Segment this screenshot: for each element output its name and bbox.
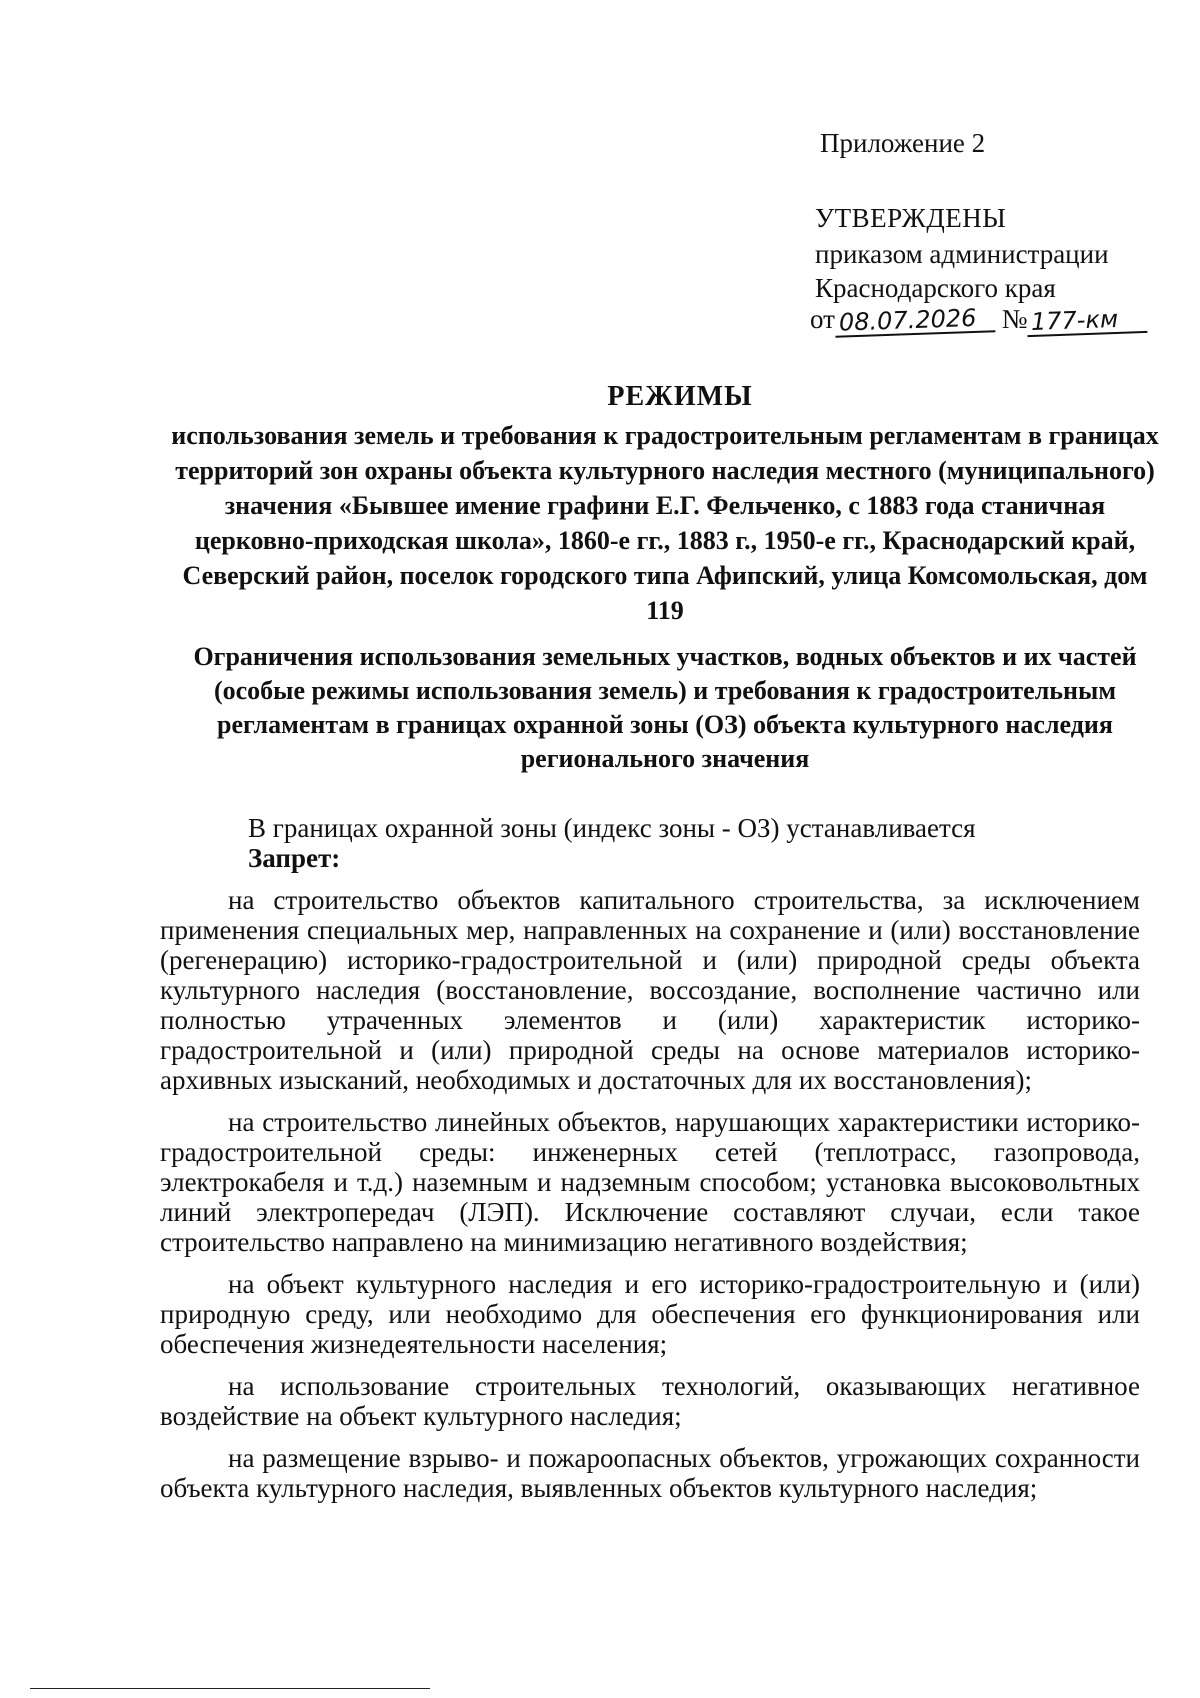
approval-authority-line-2: Краснодарского края <box>815 273 1056 303</box>
approved-label: УТВЕРЖДЕНЫ <box>815 203 1007 233</box>
footnote-divider <box>30 1688 430 1689</box>
body-paragraph: на объект культурного наследия и его историко-градостроительную и (или) природную среду, или необходимо для обеспечения его функционирования или обеспечения жизнедеятельности населения; <box>160 1269 1140 1359</box>
body-intro: В границах охранной зоны (индекс зоны - ОЗ) устанавливается <box>248 813 976 843</box>
body-paragraph: на использование строительных технологий, оказывающих негативное воздействие на объект культурного наследия; <box>160 1371 1140 1431</box>
body-paragraph: на строительство объектов капитального строительства, за исключением применения специальных мер, направленных на сохранение и (или) восстановление (регенерацию) историко-градостроительной и (или) природной среды объекта культурного наследия (восстановление, воссоздание, восполнение частично или полностью утраченных элементов и (или) характеристик историко-градостроительной и (или) природной среды на основе материалов историко-архивных изысканий, необходимых и достаточных для их восстановления); <box>160 885 1140 1095</box>
prohibition-heading: Запрет: <box>248 843 341 873</box>
order-number-handwritten: 177-км <box>1027 305 1148 337</box>
body-paragraph: на строительство линейных объектов, нарушающих характеристики историко-градостроительной среды: инженерных сетей (теплотрасс, газопровода, электрокабеля и т.д.) наземным и надземным способом; установка высоковольтных линий электропередач (ЛЭП). Исключение составляют случаи, если такое строительство направлено на минимизацию негативного воздействия; <box>160 1107 1140 1257</box>
order-date-handwritten: 08.07.2026 <box>835 304 996 338</box>
document-subtitle: использования земель и требования к градостроительным регламентам в границах территорий зон охраны объекта культурного наследия местного (муниципального) значения «Бывшее имение графини Е.Г. Фельченко, с 1883 года станичная церковно-приходская школа», 1860-е гг., 1883 г., 1950-е гг., Краснодарский край, Северский район, поселок городского типа Афипский, улица Комсомольская, дом 119 <box>171 421 1159 625</box>
document-body <box>160 813 1140 1515</box>
order-number-sign: № <box>1001 304 1028 334</box>
body-paragraph: на размещение взрыво- и пожароопасных объектов, угрожающих сохранности объекта культурного наследия, выявленных объектов культурного наследия; <box>160 1443 1140 1503</box>
section-heading: Ограничения использования земельных участков, водных объектов и их частей (особые режимы использования земель) и требования к градостроительным регламентам в границах охранной зоны (ОЗ) объекта культурного наследия регионального значения <box>193 642 1137 773</box>
order-reference <box>810 304 1147 335</box>
document-title: РЕЖИМЫ <box>607 381 753 412</box>
appendix-label: Приложение 2 <box>820 128 986 158</box>
approval-authority-line-1: приказом администрации <box>815 239 1109 269</box>
order-from-prefix: от <box>810 304 835 334</box>
